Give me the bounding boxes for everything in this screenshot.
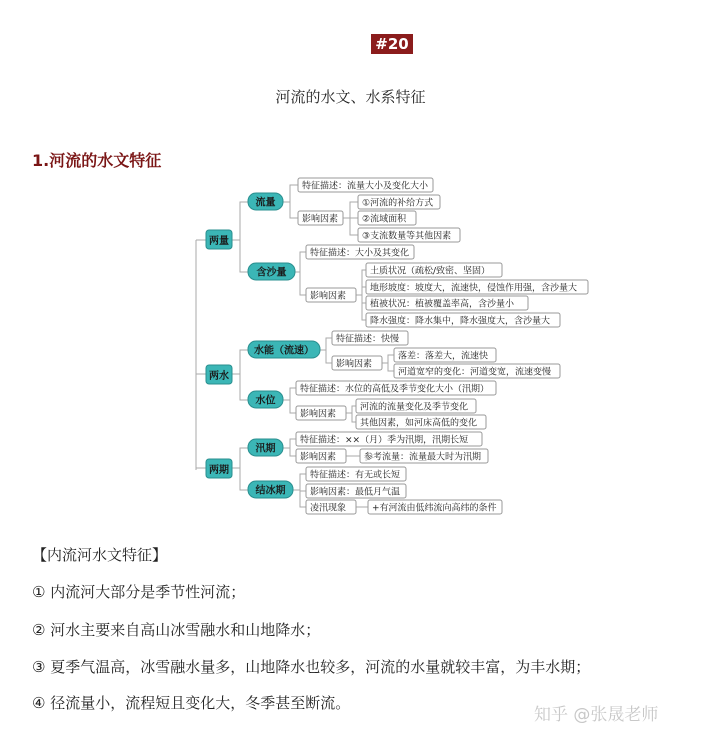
leaf-discharge-factor-1: ①河流的补给方式 <box>362 198 434 209</box>
node-flood-season-label: 汛期 <box>255 443 276 455</box>
inland-point-4: ④ 径流量小，流程短且变化大，冬季甚至断流。 <box>32 694 351 712</box>
leaf-ice-flood: 凌汛现象 <box>310 503 347 514</box>
leaf-discharge-factor: 影响因素 <box>302 214 339 225</box>
node-water-energy-label: 水能（流速） <box>254 345 314 357</box>
node-discharge-label: 流量 <box>255 197 276 209</box>
leaf-freeze-feature: 特征描述：有无或长短 <box>310 470 401 481</box>
leaf-discharge-feature: 特征描述：流量大小及变化大小 <box>302 181 429 192</box>
node-two-quantities-label: 两量 <box>209 236 229 247</box>
leaf-sediment-factor-3: 植被状况：植被覆盖率高，含沙量小 <box>370 299 515 310</box>
watermark: 知乎 @张晟老师 <box>534 705 659 725</box>
inland-point-3: ③ 夏季气温高，冰雪融水量多，山地降水也较多，河流的水量就较丰富，为丰水期； <box>32 658 591 676</box>
inland-point-2: ② 河水主要来自高山冰雪融水和山地降水； <box>32 621 321 639</box>
node-sediment-label: 含沙量 <box>256 267 287 279</box>
node-water-level-label: 水位 <box>255 395 276 407</box>
leaf-level-factor-2: 其他因素，如河床高低的变化 <box>360 418 478 429</box>
leaf-ice-flood-condition: +有河流由低纬流向高纬的条件 <box>372 503 497 514</box>
leaf-sediment-factor-4: 降水强度：降水集中，降水强度大，含沙量大 <box>370 316 551 327</box>
leaf-flood-feature: 特征描述：××（月）季为汛期，汛期长短 <box>300 435 469 446</box>
leaf-energy-feature: 特征描述：快慢 <box>336 334 400 345</box>
leaf-level-factor-1: 河流的流量变化及季节变化 <box>360 402 469 413</box>
node-freezing-period-label: 结冰期 <box>255 485 286 497</box>
node-two-waters-label: 两水 <box>209 371 229 382</box>
inland-river-heading: 【内流河水文特征】 <box>32 546 168 564</box>
topic-number-badge: #20 <box>371 34 413 54</box>
leaf-freeze-factor: 影响因素：最低月气温 <box>310 487 401 498</box>
leaf-energy-factor-1: 落差：落差大，流速快 <box>398 351 489 362</box>
page-title: 河流的水文、水系特征 <box>275 88 426 106</box>
leaf-energy-factor-2: 河道宽窄的变化：河道变宽，流速变慢 <box>398 367 552 378</box>
leaf-discharge-factor-3: ③支流数量等其他因素 <box>362 231 452 242</box>
leaf-flood-factor: 影响因素 <box>300 452 337 463</box>
leaf-sediment-feature: 特征描述：大小及其变化 <box>310 248 410 259</box>
leaf-energy-factor: 影响因素 <box>336 359 373 370</box>
section-heading: 1.河流的水文特征 <box>32 151 162 170</box>
node-two-periods-label: 两期 <box>209 465 229 476</box>
inland-point-1: ① 内流河大部分是季节性河流； <box>32 583 246 601</box>
leaf-level-feature: 特征描述：水位的高低及季节变化大小（汛期） <box>300 384 490 395</box>
leaf-sediment-factor: 影响因素 <box>310 291 347 302</box>
leaf-discharge-factor-2: ②流域面积 <box>362 214 407 225</box>
leaf-sediment-factor-2: 地形坡度：坡度大，流速快，侵蚀作用强，含沙量大 <box>370 283 578 294</box>
leaf-level-factor: 影响因素 <box>300 409 337 420</box>
leaf-flood-factor-1: 参考流量：流量最大时为汛期 <box>364 452 482 463</box>
leaf-sediment-factor-1: 土质状况（疏松/致密、坚固） <box>370 266 491 277</box>
